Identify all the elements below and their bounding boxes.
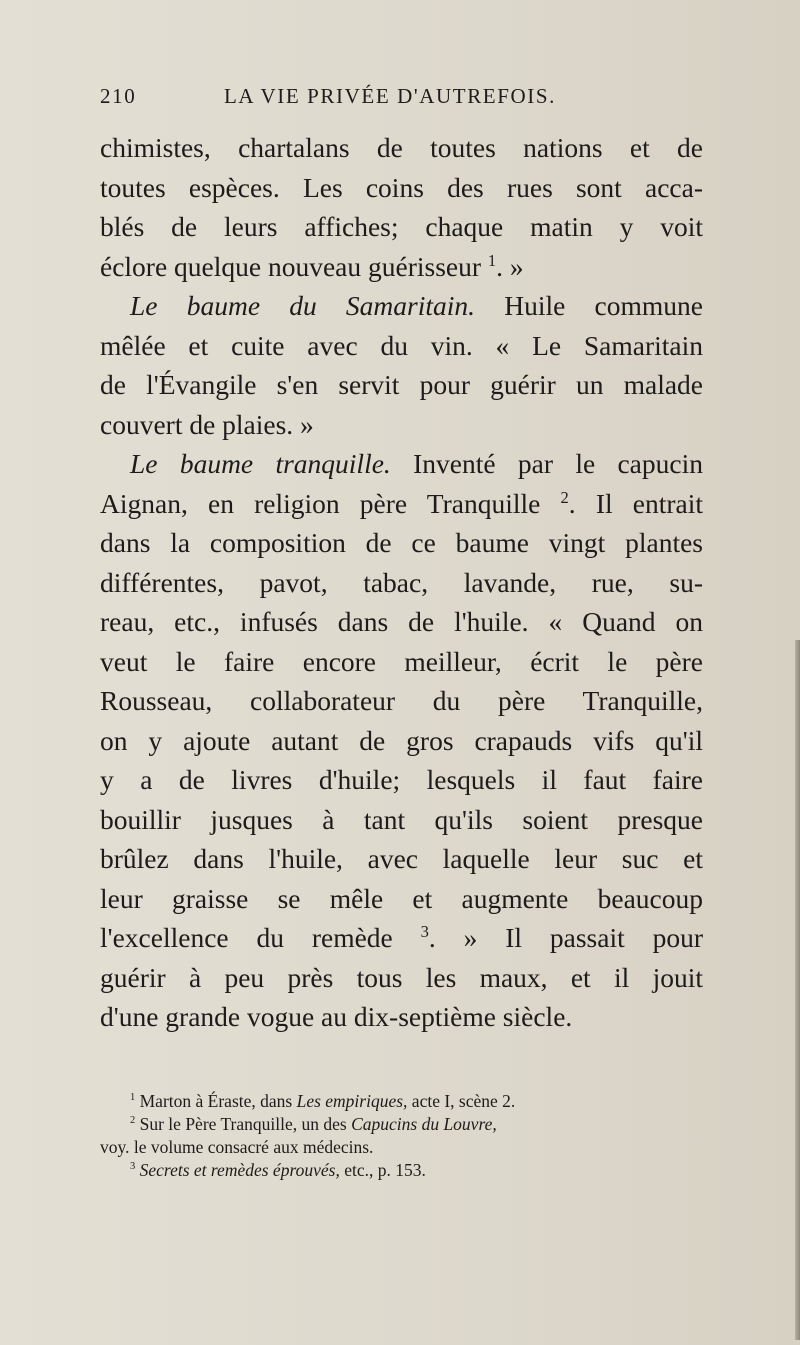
text-fragment: . Il entrait: [568, 487, 704, 519]
text-line: [100, 247, 703, 287]
footnotes: [100, 1090, 703, 1182]
footnote-ref: 3: [420, 921, 429, 941]
text-line: de l'Évangile s'en servit pour guérir un malade: [100, 369, 703, 400]
footnote-number: 2: [130, 1115, 136, 1127]
text-fragment: Huile commune: [475, 290, 703, 321]
footnote-number: 3: [130, 1161, 136, 1173]
text-fragment: acte I, scène 2.: [407, 1091, 516, 1111]
text-line: Rousseau, collaborateur du père Tranquille,: [100, 685, 703, 716]
page-number: 210: [100, 84, 137, 108]
text-line: toutes espèces. Les coins des rues sont acca-: [100, 171, 703, 203]
text-fragment: éclore quelque nouveau guérisseur: [100, 250, 482, 282]
text-line: y a de livres d'huile; lesquels il faut faire: [100, 764, 703, 795]
text-line: couvert de plaies. »: [100, 408, 314, 440]
text-line: reau, etc., infusés dans de l'huile. « Quand on: [100, 606, 703, 637]
text-line: veut le faire encore meilleur, écrit le père: [100, 645, 703, 677]
text-line: brûlez dans l'huile, avec laquelle leur suc et: [100, 843, 703, 874]
footnote-3: [100, 1159, 703, 1182]
work-title: Les empiriques,: [296, 1091, 408, 1111]
work-title: Capucins du Louvre,: [351, 1114, 497, 1134]
text-line: dans la composition de ce baume vingt plantes: [100, 527, 703, 558]
running-title: LA VIE PRIVÉE D'AUTREFOIS.: [224, 84, 557, 108]
text-fragment: Marton à Éraste, dans: [135, 1091, 297, 1111]
text-line: blés de leurs affiches; chaque matin y voit: [100, 211, 703, 242]
footnote-2-cont: voy. le volume consacré aux médecins.: [100, 1137, 374, 1157]
entry-title: Le baume tranquille.: [130, 448, 391, 479]
text-line: chimistes, chartalans de toutes nations et de: [100, 132, 703, 163]
text-line: mêlée et cuite avec du vin. « Le Samaritain: [100, 329, 703, 361]
footnote-ref: 1: [487, 250, 497, 270]
text-line: [100, 484, 703, 524]
work-title: Secrets et remèdes éprouvés,: [135, 1160, 340, 1180]
text-line: guérir à peu près tous les maux, et il jouit: [100, 961, 703, 993]
page-header: [100, 84, 700, 114]
text-fragment: . »: [496, 250, 524, 282]
page-edge: [795, 640, 800, 1340]
text-line: leur graisse se mêle et augmente beaucoup: [100, 882, 703, 914]
entry-title: Le baume du Samaritain.: [130, 290, 476, 321]
text-line: bouillir jusques à tant qu'ils soient presque: [100, 803, 703, 835]
text-fragment: Inventé par le capucin: [390, 448, 703, 479]
footnote-2: [100, 1113, 703, 1136]
text-fragment: . » Il passait pour: [428, 922, 703, 953]
footnote-number: 1: [130, 1092, 136, 1104]
text-line: [100, 444, 703, 484]
text-line: [100, 918, 703, 958]
footnote-1: [100, 1090, 703, 1113]
text-fragment: l'excellence du remède: [100, 922, 393, 953]
body-text: [100, 128, 703, 1037]
text-fragment: Aignan, en religion père Tranquille: [100, 487, 541, 519]
footnote-ref: 2: [560, 487, 569, 507]
text-line: [100, 286, 703, 326]
text-line: d'une grande vogue au dix-septième siècle.: [100, 1001, 573, 1032]
text-fragment: etc., p. 153.: [339, 1160, 426, 1180]
text-line: différentes, pavot, tabac, lavande, rue, su-: [100, 566, 703, 598]
text-fragment: Sur le Père Tranquille, un des: [135, 1114, 352, 1134]
text-line: on y ajoute autant de gros crapauds vifs qu'il: [100, 724, 703, 756]
